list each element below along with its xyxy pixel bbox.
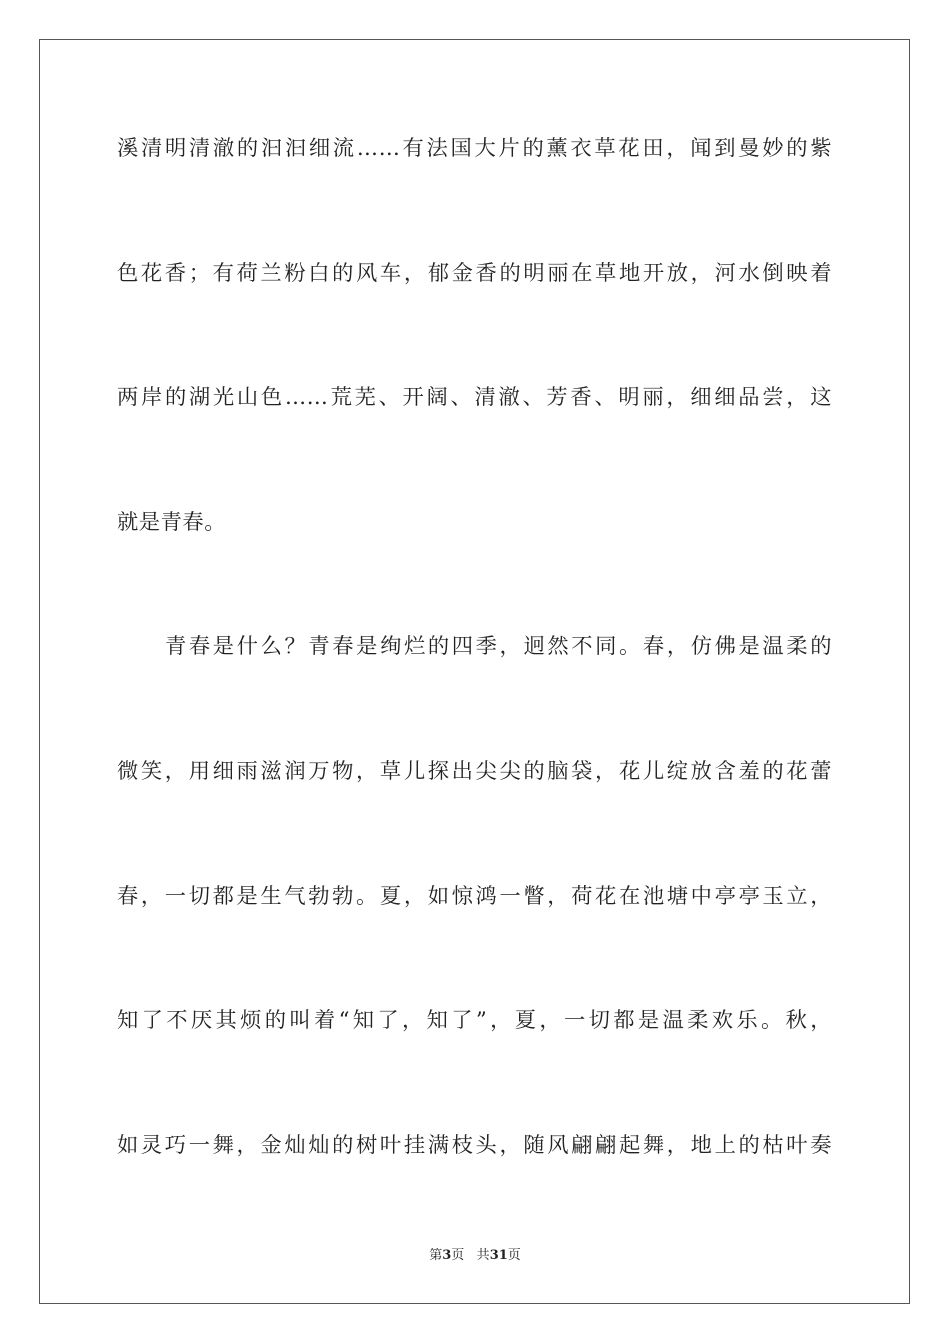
page-footer (0, 1247, 950, 1265)
footer-page-suffix: 页 (451, 1248, 465, 1263)
paragraph-line-8: 知了不厌其烦的叫着“知了，知了”，夏，一切都是温柔欢乐。秋， (117, 1008, 832, 1033)
footer-total-pages: 31 (489, 1248, 508, 1263)
paragraph-line-9: 如灵巧一舞，金灿灿的树叶挂满枝头，随风翩翩起舞，地上的枯叶奏 (117, 1133, 832, 1158)
paragraph-line-4: 就是青春。 (117, 510, 226, 535)
footer-total-prefix: 共 (476, 1248, 490, 1263)
page-border (39, 39, 910, 1304)
paragraph-line-6: 微笑，用细雨滋润万物，草儿探出尖尖的脑袋，花儿绽放含羞的花蕾 (117, 759, 832, 784)
footer-page-number: 3 (442, 1248, 452, 1263)
footer-total-suffix: 页 (507, 1248, 521, 1263)
paragraph-line-3: 两岸的湖光山色……荒芜、开阔、清澈、芳香、明丽，细细品尝，这 (117, 385, 832, 410)
paragraph-line-5: 青春是什么？青春是绚烂的四季，迥然不同。春，仿佛是温柔的 (165, 634, 832, 659)
paragraph-line-7: 春，一切都是生气勃勃。夏，如惊鸿一瞥，荷花在池塘中亭亭玉立， (117, 884, 832, 909)
footer-page-prefix: 第 (429, 1248, 443, 1263)
paragraph-line-2: 色花香；有荷兰粉白的风车，郁金香的明丽在草地开放，河水倒映着 (117, 261, 832, 286)
paragraph-line-1: 溪清明清澈的汩汩细流……有法国大片的薰衣草花田，闻到曼妙的紫 (117, 136, 832, 161)
